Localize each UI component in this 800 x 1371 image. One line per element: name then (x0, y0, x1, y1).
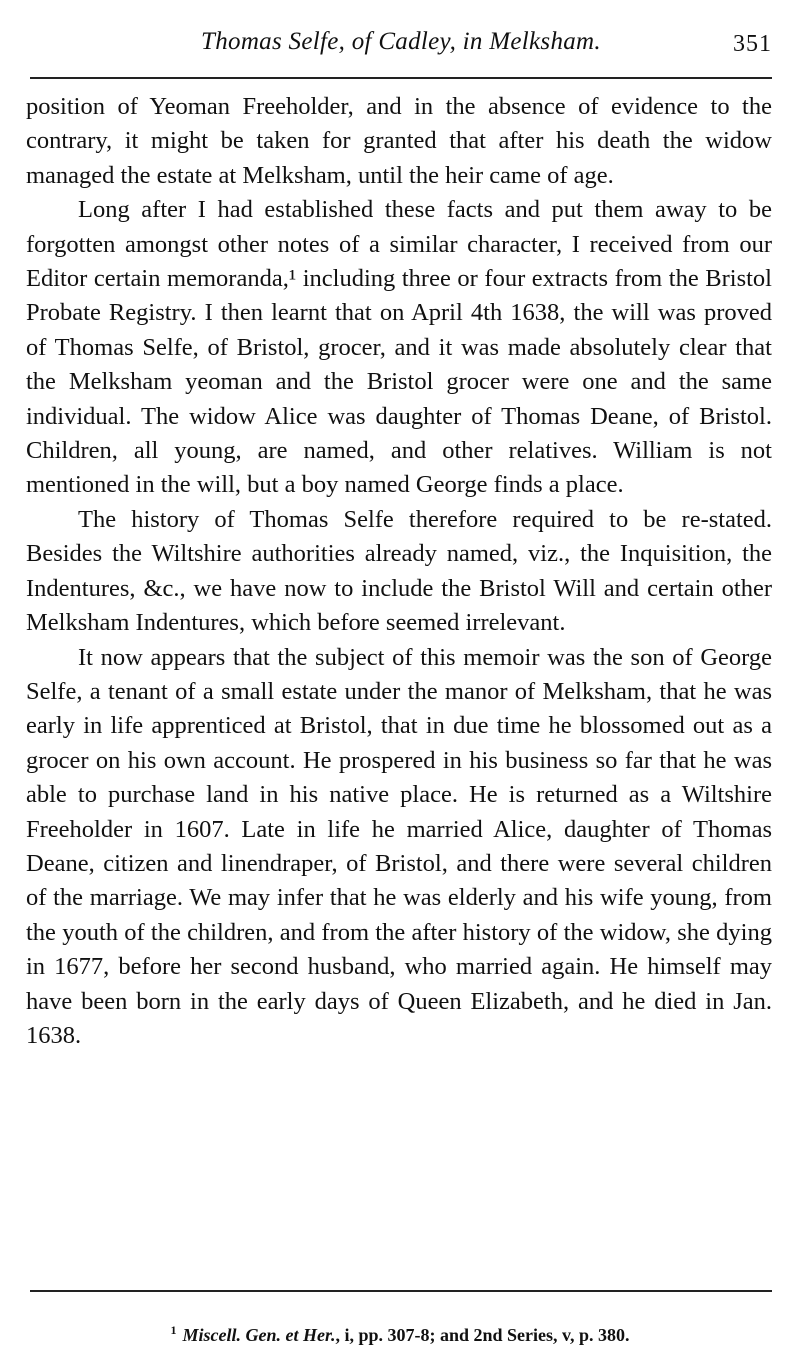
paragraph-1: position of Yeoman Freeholder, and in the absence of evidence to the contrary, it might be taken for granted that after his death the widow managed the estate at Melksham, until the heir came of age. (26, 93, 772, 189)
header-rule (30, 77, 772, 79)
paragraph-3: The history of Thomas Selfe therefore required to be re-stated. Besides the Wiltshire authorities already named, viz., the Inquisition, the Indentures, &c., we have now to include the Bristol Will and certain other Melksham Indentures, which before seemed irrelevant. (26, 505, 772, 637)
footnote-rule (30, 1290, 772, 1292)
running-title: Thomas Selfe, of Cadley, in Melksham. (201, 28, 601, 55)
paragraph-4: It now appears that the subject of this memoir was the son of George Selfe, a tenant of a small estate under the manor of Melksham, that he was early in life apprenticed at Bristol, that in due time he blossomed out as a grocer on his own account. He prospered in his business so far that he was able to purchase land in his native place. He is returned as a Wiltshire Freeholder in 1607. Late in life he married Alice, daughter of Thomas Deane, citizen and linendraper, of Bristol, and there were several children of the marriage. We may infer that he was elderly and his wife young, from the youth of the children, and from the after history of the widow, she dying in 1677, before her second husband, who married again. He himself may have been born in the early days of Queen Elizabeth, and he died in Jan. 1638. (26, 643, 772, 1049)
footnote-marker: 1 (170, 1323, 177, 1337)
footnote-source: Miscell. Gen. et Her. (182, 1325, 336, 1345)
footnote-citation: , i, pp. 307-8; and 2nd Series, v, p. 380. (335, 1325, 630, 1345)
paragraph-2: Long after I had established these facts and put them away to be forgotten amongst other notes of a similar character, I received from our Editor certain memoranda,¹ including three or four extracts from the Bristol Probate Registry. I then learnt that on April 4th 1638, the will was proved of Thomas Selfe, of Bristol, grocer, and it was made absolutely clear that the Melksham yeoman and the Bristol grocer were one and the same individual. The widow Alice was daughter of Thomas Deane, of Bristol. Children, all young, are named, and other relatives. William is not mentioned in the will, but a boy named George finds a place. (26, 196, 772, 499)
footnote (0, 1315, 800, 1350)
body-text (26, 90, 772, 1053)
page-number: 351 (733, 31, 772, 57)
running-head (30, 22, 772, 62)
